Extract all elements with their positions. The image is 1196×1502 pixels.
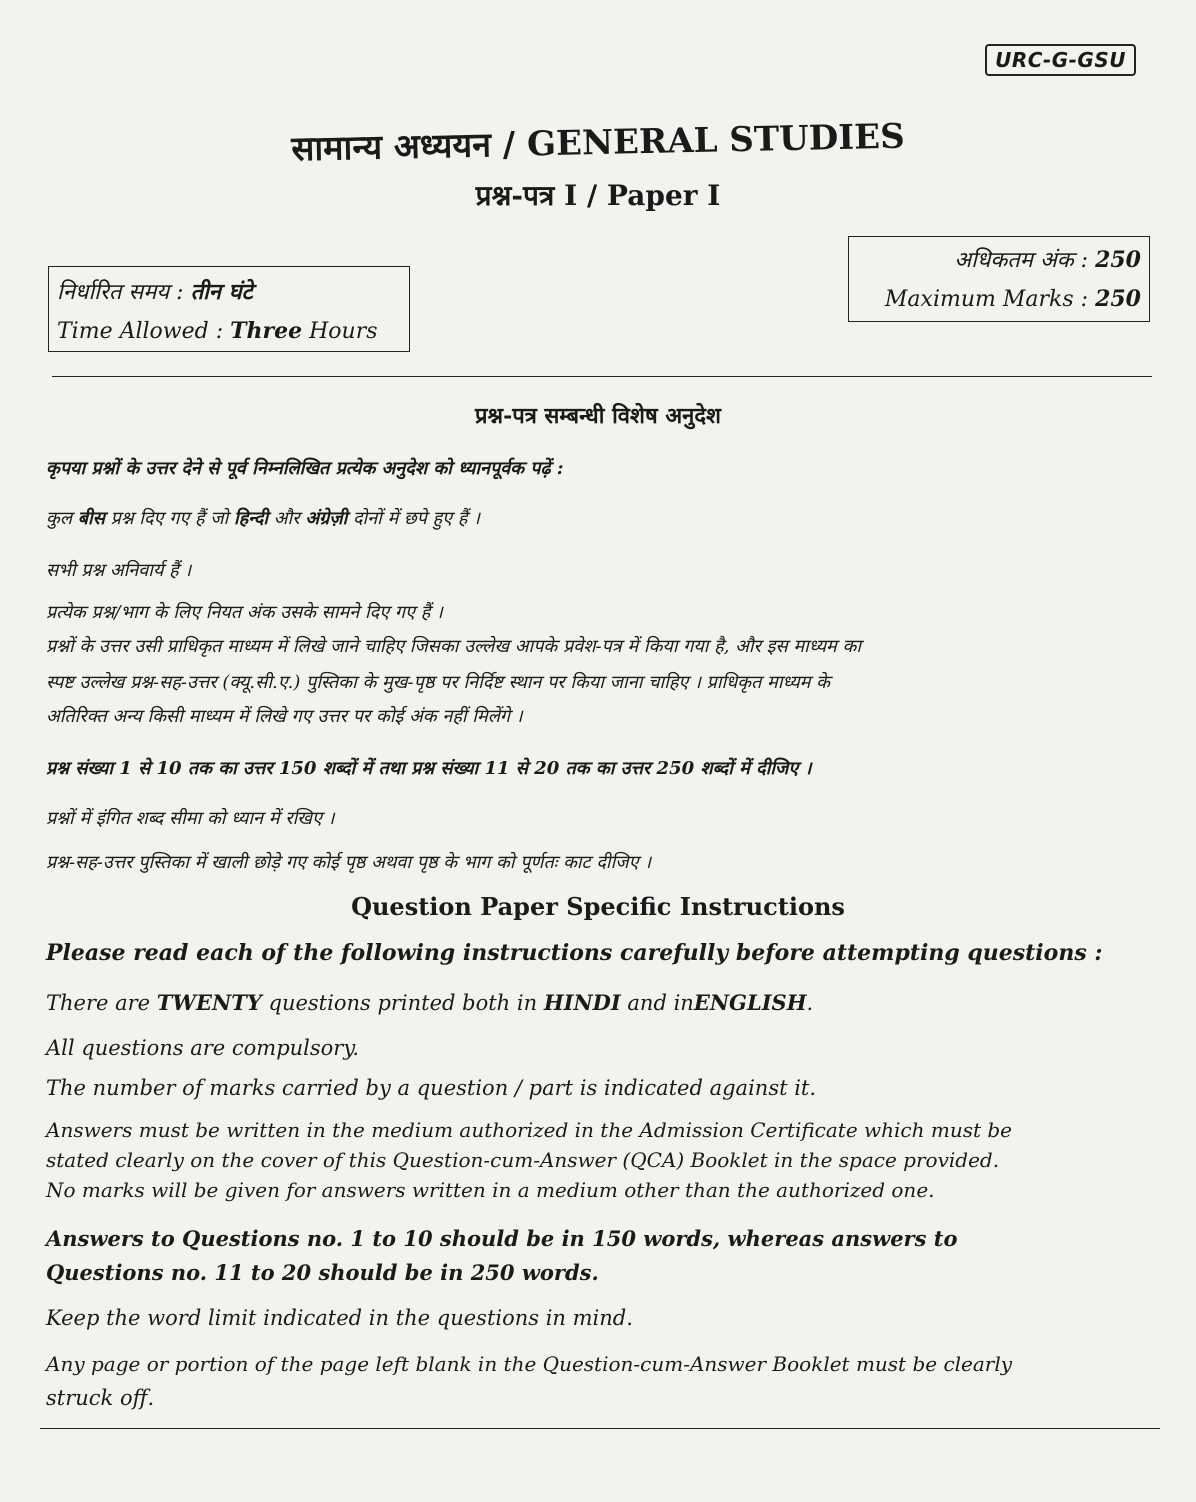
- en-l1-part: and in: [627, 991, 694, 1015]
- time-hindi: [57, 273, 401, 312]
- hi-l1-part: दोनों में छपे हुए हैं ।: [352, 508, 480, 529]
- hi-l1-bold: बीस: [77, 508, 105, 529]
- english-instruction-2: All questions are compulsory.: [46, 1036, 360, 1060]
- paper-subtitle: प्रश्न-पत्र I / Paper I: [475, 179, 721, 212]
- english-instruction-5b: Questions no. 11 to 20 should be in 250 words.: [46, 1260, 599, 1285]
- hindi-intro: कृपया प्रश्नों के उत्तर देने से पूर्व निम्नलिखित प्रत्येक अनुदेश को ध्यानपूर्वक पढ़ें :: [46, 458, 564, 479]
- english-instruction-1: [46, 990, 1156, 1015]
- english-instruction-7b: struck off.: [46, 1386, 155, 1410]
- hindi-instruction-6: प्रश्नों में इंगित शब्द सीमा को ध्यान में रखिए ।: [46, 808, 335, 829]
- english-instruction-4b: stated clearly on the cover of this Question-cum-Answer (QCA) Booklet in the space provided.: [46, 1148, 1000, 1172]
- marks-hi-label: अधिकतम अंक :: [954, 248, 1089, 273]
- en-l1-bold: TWENTY: [156, 990, 262, 1015]
- bottom-divider: [40, 1428, 1160, 1429]
- english-instruction-7a: Any page or portion of the page left blank in the Question-cum-Answer Booklet must be clearly: [46, 1352, 1013, 1376]
- en-l1-bold: HINDI: [543, 990, 621, 1015]
- marks-hi-value: 250: [1095, 247, 1141, 273]
- en-l1-part: questions printed both in: [268, 991, 538, 1015]
- time-en-value-rest: Hours: [309, 319, 378, 344]
- en-l1-part: .: [806, 991, 814, 1015]
- maximum-marks-box: [848, 236, 1150, 322]
- english-instruction-5a: Answers to Questions no. 1 to 10 should be in 150 words, whereas answers to: [46, 1226, 958, 1251]
- paper-title: सामान्य अध्ययन / GENERAL STUDIES: [291, 116, 906, 170]
- hindi-instruction-4a: प्रश्नों के उत्तर उसी प्राधिकृत माध्यम में लिखे जाने चाहिए जिसका उल्लेख आपके प्रवेश-पत्र में किया गया है, और इस माध्यम का: [46, 636, 862, 657]
- time-en-value-bold: Three: [230, 318, 303, 344]
- english-instruction-6: Keep the word limit indicated in the questions in mind.: [46, 1306, 633, 1330]
- hindi-instruction-2: सभी प्रश्न अनिवार्य हैं ।: [46, 560, 192, 581]
- english-instruction-4c: No marks will be given for answers written in a medium other than the authorized one.: [46, 1178, 935, 1202]
- time-allowed-box: [48, 266, 410, 352]
- marks-en-label: Maximum Marks :: [884, 287, 1089, 312]
- hindi-instruction-7: प्रश्न-सह-उत्तर पुस्तिका में खाली छोड़े गए कोई पृष्ठ अथवा पृष्ठ के भाग को पूर्णतः काट दीजिए ।: [46, 852, 652, 873]
- hi-l1-part: प्रश्न दिए गए हैं जो: [110, 508, 229, 529]
- hindi-instruction-3: प्रत्येक प्रश्न/भाग के लिए नियत अंक उसके सामने दिए गए हैं ।: [46, 602, 443, 623]
- hindi-instruction-4b: स्पष्ट उल्लेख प्रश्न-सह-उत्तर (क्यू.सी.ए.) पुस्तिका के मुख-पृष्ठ पर निर्दिष्ट स्थान पर किया जाना चाहिए । प्राधिकृत माध्यम के: [46, 672, 830, 693]
- en-l1-part: There are: [46, 991, 151, 1015]
- hindi-instruction-5: प्रश्न संख्या 1 से 10 तक का उत्तर 150 शब्दों में तथा प्रश्न संख्या 11 से 20 तक का उत्तर 250 शब्दों में दीजिए ।: [46, 758, 812, 779]
- marks-english: [857, 280, 1141, 319]
- time-en-label: Time Allowed :: [57, 319, 224, 344]
- hindi-instruction-1: [46, 506, 1156, 530]
- english-instruction-4a: Answers must be written in the medium authorized in the Admission Certificate which must be: [46, 1118, 1013, 1142]
- marks-hindi: [857, 241, 1141, 280]
- hi-l1-bold: हिन्दी: [234, 508, 269, 529]
- paper-code-badge: URC-G-GSU: [985, 44, 1136, 76]
- top-divider: [52, 376, 1152, 377]
- time-english: [57, 312, 401, 351]
- hindi-instruction-4c: अतिरिक्त अन्य किसी माध्यम में लिखे गए उत्तर पर कोई अंक नहीं मिलेंगे ।: [46, 706, 523, 727]
- hi-l1-part: और: [273, 508, 300, 529]
- english-heading: Question Paper Specific Instructions: [351, 892, 845, 921]
- time-hi-label: निर्धारित समय :: [57, 280, 184, 305]
- hi-l1-part: कुल: [46, 508, 73, 529]
- hi-l1-bold: अंग्रेज़ी: [305, 508, 348, 529]
- english-intro: Please read each of the following instructions carefully before attempting questions :: [46, 940, 1103, 966]
- hindi-heading: प्रश्न-पत्र सम्बन्धी विशेष अनुदेश: [475, 403, 721, 429]
- marks-en-value: 250: [1095, 286, 1141, 312]
- en-l1-bold: ENGLISH: [693, 990, 807, 1015]
- time-hi-value: तीन घंटे: [190, 279, 253, 305]
- english-instruction-3: The number of marks carried by a question / part is indicated against it.: [46, 1076, 817, 1100]
